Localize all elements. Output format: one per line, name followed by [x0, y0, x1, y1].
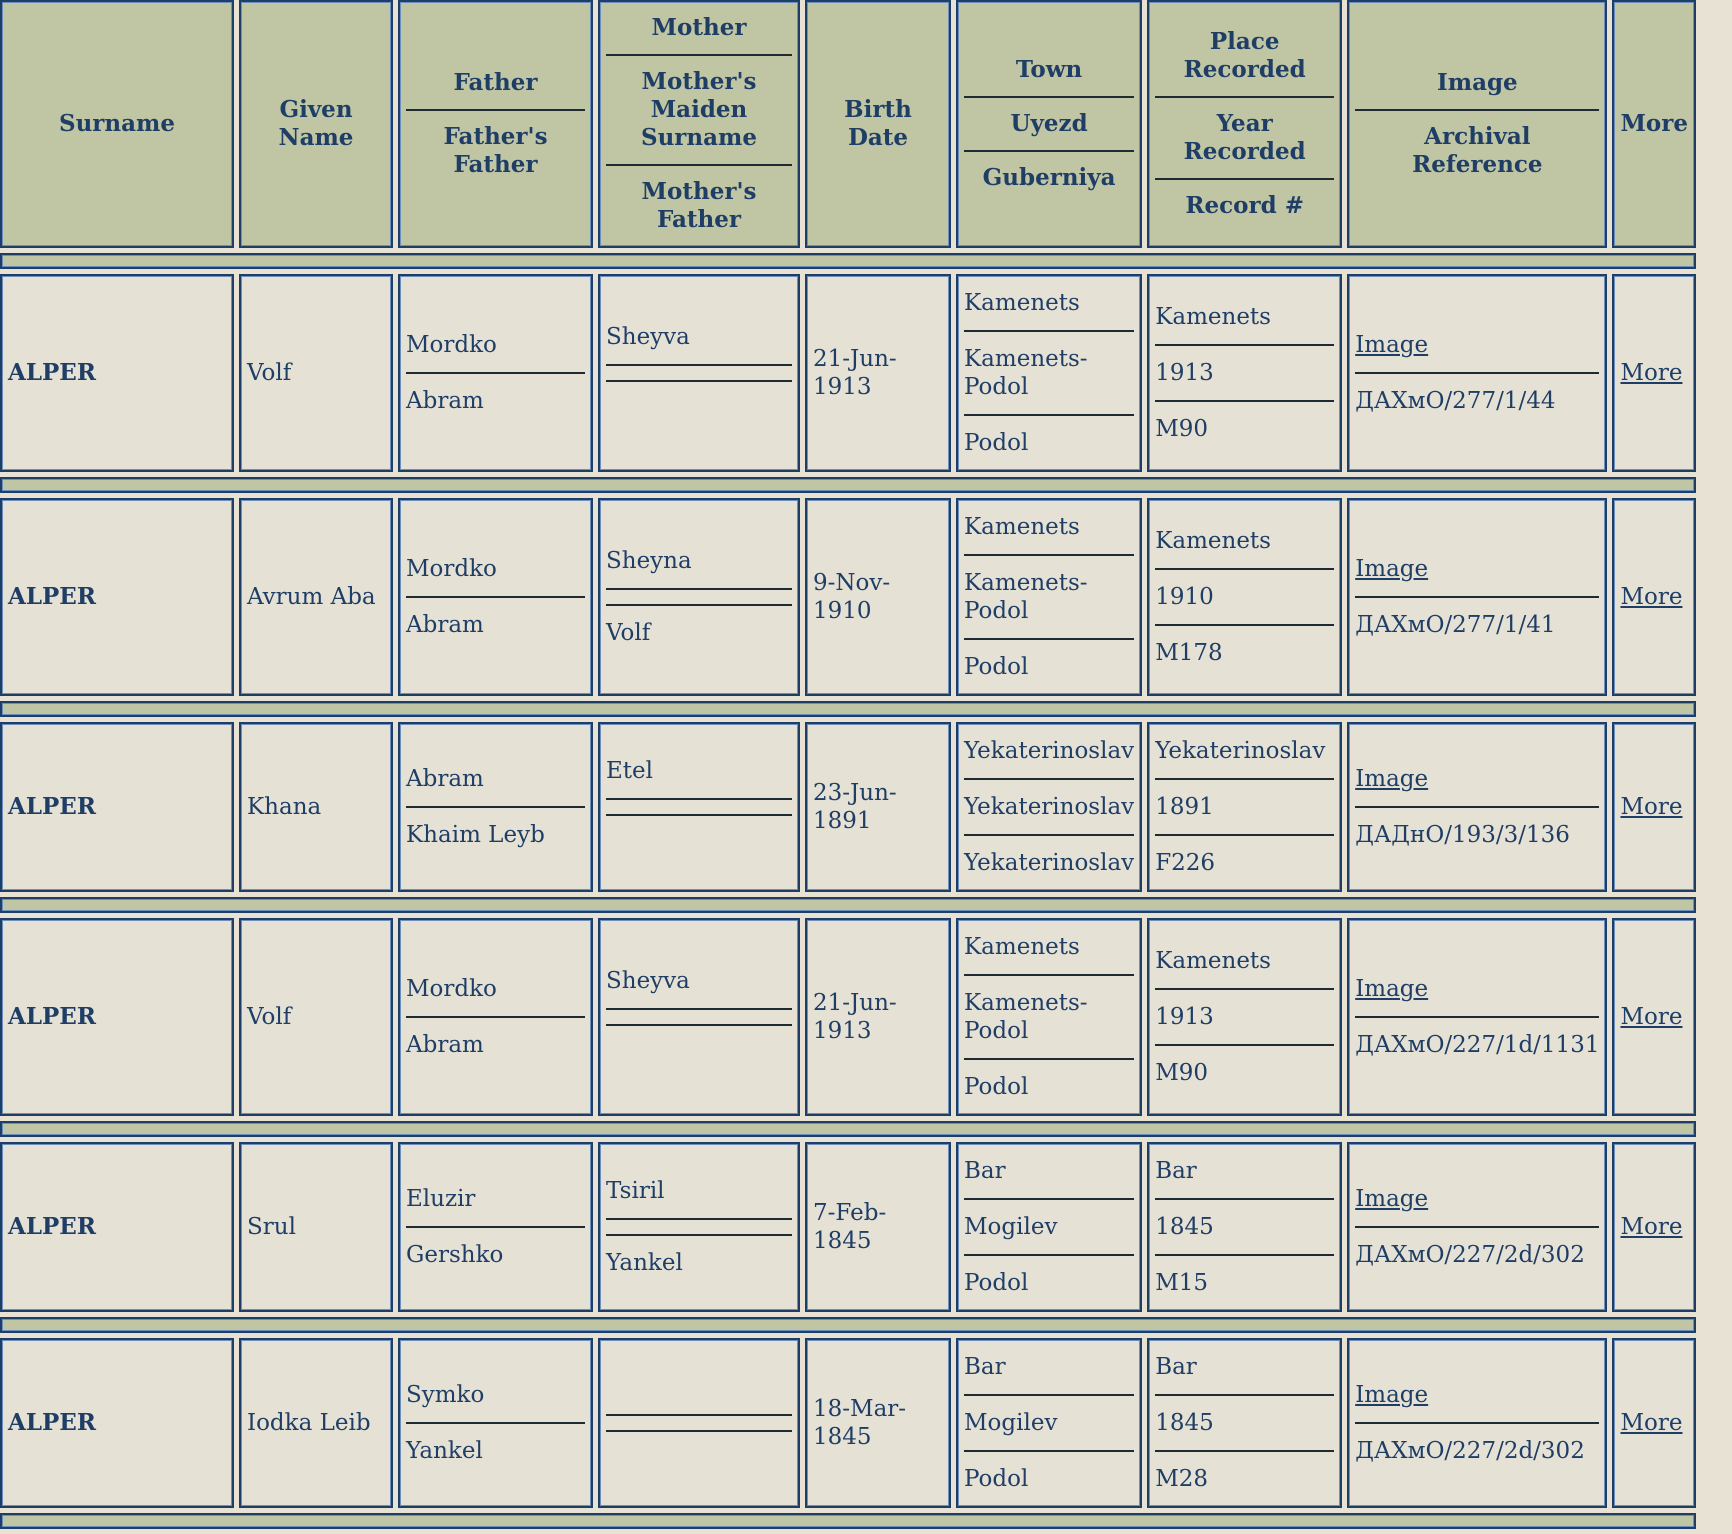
more-cell: [1612, 918, 1696, 1116]
father-cell: [398, 1338, 593, 1508]
row-separator-cell: [0, 253, 1696, 269]
birth-date-cell: 23-Jun-1891: [805, 722, 951, 892]
uyezd-name: Yekaterinoslav: [964, 778, 1134, 834]
birth-date-cell: 21-Jun-1913: [805, 918, 951, 1116]
more-cell: [1612, 1338, 1696, 1508]
archival-reference: ДАХмО/277/1/44: [1355, 372, 1599, 428]
fathers-father-name: Gershko: [406, 1226, 585, 1282]
mothers-maiden-surname: [606, 1008, 792, 1024]
header-record-num-label: Record #: [1155, 178, 1334, 232]
mothers-father-name: [606, 380, 792, 436]
header-town: [956, 0, 1142, 248]
town-name: Kamenets: [964, 290, 1080, 316]
row-separator-cell: [0, 1121, 1696, 1137]
father-cell: [398, 274, 593, 472]
place-recorded: Yekaterinoslav: [1155, 738, 1326, 764]
image-link[interactable]: Image: [1355, 766, 1429, 792]
record-number: M28: [1155, 1450, 1334, 1506]
header-town-label: Town: [1015, 56, 1083, 83]
guberniya-name: Podol: [964, 1450, 1134, 1506]
records-body: [0, 253, 1696, 1529]
town-cell: [956, 274, 1142, 472]
father-cell: [398, 498, 593, 696]
row-separator-cell: [0, 897, 1696, 913]
father-name: Symko: [406, 1382, 485, 1408]
mothers-father-name: Volf: [606, 604, 792, 660]
mother-name: Sheyva: [606, 968, 690, 994]
given-name-cell: Khana: [239, 722, 393, 892]
birth-date-cell: 9-Nov-1910: [805, 498, 951, 696]
more-cell: [1612, 498, 1696, 696]
row-separator-cell: [0, 1317, 1696, 1333]
father-name: Mordko: [406, 332, 497, 358]
mother-cell: [598, 1142, 800, 1312]
more-link[interactable]: More: [1620, 360, 1683, 386]
row-separator-cell: [0, 1513, 1696, 1529]
header-mother-label: Mother: [651, 14, 747, 41]
row-separator-cell: [0, 477, 1696, 493]
guberniya-name: Podol: [964, 414, 1134, 470]
guberniya-name: Podol: [964, 638, 1134, 694]
father-name: Eluzir: [406, 1186, 476, 1212]
place-recorded-cell: [1147, 1338, 1342, 1508]
place-recorded: Bar: [1155, 1158, 1197, 1184]
more-link[interactable]: More: [1620, 1214, 1683, 1240]
archival-reference: ДАХмО/277/1/41: [1355, 596, 1599, 652]
uyezd-name: Mogilev: [964, 1198, 1134, 1254]
surname-cell: ALPER: [0, 918, 234, 1116]
archival-reference: ДАХмО/227/2d/302: [1355, 1226, 1599, 1282]
header-given-name: Given Name: [239, 0, 393, 248]
row-separator: [0, 477, 1696, 493]
image-cell: [1347, 918, 1607, 1116]
given-name-cell: Avrum Aba: [239, 498, 393, 696]
mother-cell: [598, 498, 800, 696]
image-cell: [1347, 1142, 1607, 1312]
header-image: [1347, 0, 1607, 248]
record-number: M178: [1155, 624, 1334, 680]
uyezd-name: Kamenets-Podol: [964, 554, 1134, 638]
more-cell: [1612, 274, 1696, 472]
mothers-maiden-surname: [606, 588, 792, 604]
birth-date-cell: 21-Jun-1913: [805, 274, 951, 472]
place-recorded-cell: [1147, 274, 1342, 472]
mother-cell: [598, 274, 800, 472]
year-recorded: 1910: [1155, 568, 1334, 624]
mother-cell: [598, 1338, 800, 1508]
fathers-father-name: Yankel: [406, 1422, 585, 1478]
year-recorded: 1891: [1155, 778, 1334, 834]
row-separator: [0, 1121, 1696, 1137]
more-link[interactable]: More: [1620, 1410, 1683, 1436]
father-cell: [398, 918, 593, 1116]
header-surname: Surname: [0, 0, 234, 248]
header-archival-reference-label: Archival Reference: [1355, 109, 1599, 191]
place-recorded: Kamenets: [1155, 948, 1271, 974]
surname-cell: ALPER: [0, 1142, 234, 1312]
mothers-maiden-surname: [606, 1218, 792, 1234]
header-mothers-maiden-surname-label: Mother's Maiden Surname: [606, 54, 792, 164]
given-name-cell: Srul: [239, 1142, 393, 1312]
image-link[interactable]: Image: [1355, 1382, 1429, 1408]
archival-reference: ДАДнО/193/3/136: [1355, 806, 1599, 862]
given-name-cell: Volf: [239, 274, 393, 472]
image-link[interactable]: Image: [1355, 556, 1429, 582]
row-separator-cell: [0, 701, 1696, 717]
header-birth-date: Birth Date: [805, 0, 951, 248]
year-recorded: 1845: [1155, 1394, 1334, 1450]
record-number: M90: [1155, 400, 1334, 456]
place-recorded: Bar: [1155, 1354, 1197, 1380]
header-year-recorded-label: Year Recorded: [1155, 96, 1334, 178]
header-fathers-father-label: Father's Father: [406, 109, 585, 191]
row-separator: [0, 1317, 1696, 1333]
surname-cell: ALPER: [0, 498, 234, 696]
mother-name: Tsiril: [606, 1178, 665, 1204]
header-father: [398, 0, 593, 248]
mothers-maiden-surname: [606, 798, 792, 814]
surname-cell: ALPER: [0, 722, 234, 892]
year-recorded: 1913: [1155, 988, 1334, 1044]
town-name: Kamenets: [964, 514, 1080, 540]
header-place-recorded-label: Place Recorded: [1183, 28, 1306, 83]
uyezd-name: Mogilev: [964, 1394, 1134, 1450]
guberniya-name: Podol: [964, 1058, 1134, 1114]
mothers-maiden-surname: [606, 364, 792, 380]
mother-cell: [598, 918, 800, 1116]
image-link[interactable]: Image: [1355, 332, 1429, 358]
more-cell: [1612, 1142, 1696, 1312]
mothers-maiden-surname: [606, 1414, 792, 1430]
birth-date-cell: 7-Feb-1845: [805, 1142, 951, 1312]
table-row: [0, 1338, 1696, 1508]
image-cell: [1347, 274, 1607, 472]
row-separator: [0, 897, 1696, 913]
fathers-father-name: Abram: [406, 1016, 585, 1072]
father-name: Abram: [406, 766, 484, 792]
place-recorded-cell: [1147, 722, 1342, 892]
table-row: [0, 1142, 1696, 1312]
header-mother: [598, 0, 800, 248]
table-row: [0, 722, 1696, 892]
surname-cell: ALPER: [0, 274, 234, 472]
image-cell: [1347, 498, 1607, 696]
mother-name: Sheyna: [606, 548, 692, 574]
table-row: [0, 274, 1696, 472]
town-name: Bar: [964, 1354, 1006, 1380]
mothers-father-name: Yankel: [606, 1234, 792, 1290]
more-cell: [1612, 722, 1696, 892]
guberniya-name: Podol: [964, 1254, 1134, 1310]
fathers-father-name: Abram: [406, 596, 585, 652]
place-recorded: Kamenets: [1155, 304, 1271, 330]
town-name: Yekaterinoslav: [964, 738, 1135, 764]
header-mothers-father-label: Mother's Father: [606, 164, 792, 246]
place-recorded-cell: [1147, 1142, 1342, 1312]
given-name-cell: Iodka Leib: [239, 1338, 393, 1508]
header-more: More: [1612, 0, 1696, 248]
father-name: Mordko: [406, 976, 497, 1002]
row-separator: [0, 1513, 1696, 1529]
father-cell: [398, 722, 593, 892]
father-cell: [398, 1142, 593, 1312]
mother-cell: [598, 722, 800, 892]
mother-name: Etel: [606, 758, 653, 784]
uyezd-name: Kamenets-Podol: [964, 330, 1134, 414]
image-cell: [1347, 1338, 1607, 1508]
archival-reference: ДАХмО/227/2d/302: [1355, 1422, 1599, 1478]
year-recorded: 1913: [1155, 344, 1334, 400]
mother-name: [606, 1360, 792, 1414]
place-recorded: Kamenets: [1155, 528, 1271, 554]
header-image-label: Image: [1436, 69, 1518, 96]
town-cell: [956, 498, 1142, 696]
mothers-father-name: [606, 814, 792, 870]
town-name: Bar: [964, 1158, 1006, 1184]
header-place-recorded: [1147, 0, 1342, 248]
more-link[interactable]: More: [1620, 584, 1683, 610]
table-row: [0, 918, 1696, 1116]
record-number: M90: [1155, 1044, 1334, 1100]
header-row: [0, 0, 1696, 248]
mother-name: Sheyva: [606, 324, 690, 350]
archival-reference: ДАХмО/227/1d/1131: [1355, 1016, 1599, 1072]
father-name: Mordko: [406, 556, 497, 582]
fathers-father-name: Abram: [406, 372, 585, 428]
town-cell: [956, 722, 1142, 892]
surname-cell: ALPER: [0, 1338, 234, 1508]
mothers-father-name: [606, 1430, 792, 1486]
header-uyezd-label: Uyezd: [964, 96, 1134, 150]
town-cell: [956, 918, 1142, 1116]
row-separator: [0, 701, 1696, 717]
image-link[interactable]: Image: [1355, 976, 1429, 1002]
header-father-label: Father: [453, 69, 538, 96]
year-recorded: 1845: [1155, 1198, 1334, 1254]
image-cell: [1347, 722, 1607, 892]
uyezd-name: Kamenets-Podol: [964, 974, 1134, 1058]
header-guberniya-label: Guberniya: [964, 150, 1134, 204]
town-cell: [956, 1338, 1142, 1508]
more-link[interactable]: More: [1620, 794, 1683, 820]
more-link[interactable]: More: [1620, 1004, 1683, 1030]
mothers-father-name: [606, 1024, 792, 1080]
fathers-father-name: Khaim Leyb: [406, 806, 585, 862]
row-separator: [0, 253, 1696, 269]
town-name: Kamenets: [964, 934, 1080, 960]
record-number: M15: [1155, 1254, 1334, 1310]
table-row: [0, 498, 1696, 696]
place-recorded-cell: [1147, 918, 1342, 1116]
image-link[interactable]: Image: [1355, 1186, 1429, 1212]
guberniya-name: Yekaterinoslav: [964, 834, 1134, 890]
town-cell: [956, 1142, 1142, 1312]
place-recorded-cell: [1147, 498, 1342, 696]
birth-date-cell: 18-Mar-1845: [805, 1338, 951, 1508]
record-number: F226: [1155, 834, 1334, 890]
given-name-cell: Volf: [239, 918, 393, 1116]
